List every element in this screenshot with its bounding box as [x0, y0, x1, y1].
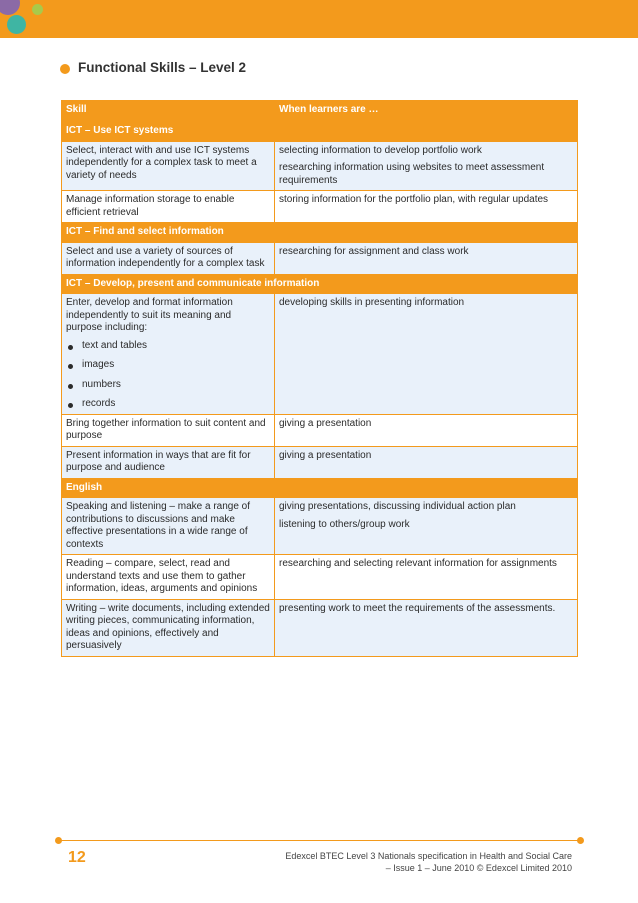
skill-text: Manage information storage to enable efficient retrieval [66, 194, 235, 218]
when-text: giving a presentation [279, 417, 372, 429]
skill-cell [62, 446, 275, 478]
skill-text: Reading – compare, select, read and understand texts and use them to gather information, ideas, arguments and opinions [66, 558, 258, 594]
when-cell [275, 599, 578, 656]
footer-divider [58, 840, 580, 841]
when-cell [275, 191, 578, 223]
when-cell [275, 555, 578, 600]
section-title: English [62, 478, 578, 498]
section-row [62, 478, 578, 498]
list-item [66, 359, 270, 372]
skill-text: Select, interact with and use ICT systems independently for a complex task to meet a variety of needs [66, 144, 257, 181]
list-item-text: numbers [82, 378, 121, 390]
skill-cell [62, 599, 275, 656]
list-item [66, 340, 270, 353]
table-row [62, 446, 578, 478]
when-cell [275, 294, 578, 415]
skill-text: Bring together information to suit content and purpose [66, 417, 266, 441]
skill-cell [62, 191, 275, 223]
functional-skills-table [61, 100, 578, 657]
table-row [62, 555, 578, 600]
green-circle-icon [32, 4, 43, 15]
table-row [62, 414, 578, 446]
when-text: storing information for the portfolio plan, with regular updates [279, 194, 549, 205]
column-header-skill: Skill [62, 101, 275, 122]
when-text: researching information using websites to meet assessment requirements [279, 162, 545, 186]
bullet-icon [68, 345, 73, 350]
teal-circle-icon [7, 15, 26, 34]
table-row [62, 141, 578, 191]
when-text: listening to others/group work [279, 518, 410, 530]
list-item [66, 379, 270, 392]
footer-dot-icon [55, 837, 62, 844]
page-title: Functional Skills – Level 2 [78, 60, 247, 75]
section-row [62, 274, 578, 294]
when-cell [275, 498, 578, 555]
when-text: researching for assignment and class work [279, 245, 469, 257]
bullet-icon [68, 403, 73, 408]
column-header-when: When learners are … [275, 101, 578, 122]
table-row [62, 191, 578, 223]
footer-dot-icon [577, 837, 584, 844]
skill-text: Present information in ways that are fit for purpose and audience [66, 449, 251, 473]
when-text: developing skills in presenting information [279, 297, 465, 308]
section-title: ICT – Develop, present and communicate information [62, 274, 578, 294]
when-cell [275, 141, 578, 191]
when-text: selecting information to develop portfolio work [279, 144, 482, 156]
footer-line-2: – Issue 1 – June 2010 © Edexcel Limited 2010 [385, 863, 572, 873]
list-item-text: records [82, 398, 116, 409]
section-title: ICT – Use ICT systems [62, 122, 578, 142]
when-cell [275, 446, 578, 478]
when-cell [275, 414, 578, 446]
list-item [66, 398, 270, 411]
table-row [62, 242, 578, 274]
orange-bullet-icon [60, 64, 70, 74]
skill-cell [62, 555, 275, 600]
top-banner [0, 0, 638, 38]
skill-cell [62, 141, 275, 191]
when-text: giving presentations, discussing individual action plan [279, 501, 516, 512]
list-item-text: text and tables [82, 339, 148, 351]
bullet-icon [68, 384, 73, 389]
when-text: giving a presentation [279, 449, 372, 461]
skill-cell [62, 414, 275, 446]
when-cell [275, 242, 578, 274]
table-header-row [62, 101, 578, 122]
skill-cell [62, 498, 275, 555]
list-item-text: images [82, 359, 115, 370]
footer-line-1: Edexcel BTEC Level 3 Nationals specification in Health and Social Care [285, 851, 572, 861]
table-row [62, 599, 578, 656]
table-row [62, 498, 578, 555]
section-row [62, 122, 578, 142]
section-row [62, 223, 578, 243]
footer-citation [242, 850, 572, 874]
skill-cell [62, 242, 275, 274]
section-heading [60, 60, 246, 75]
skill-bullet-list [66, 340, 270, 411]
page-number: 12 [68, 849, 86, 866]
skill-text: Enter, develop and format information independently to suit its meaning and purpose including: [66, 297, 233, 333]
when-text: presenting work to meet the requirements of the assessments. [279, 602, 556, 614]
when-text: researching and selecting relevant information for assignments [279, 558, 557, 569]
table-row [62, 294, 578, 415]
bullet-icon [68, 364, 73, 369]
skill-text: Writing – write documents, including extended writing pieces, communicating information, ideas and opinions, effectively and persuasively [66, 602, 270, 651]
skill-text: Select and use a variety of sources of information independently for a complex task [66, 245, 265, 269]
skill-text: Speaking and listening – make a range of contributions to discussions and make effective presentations in a wide range of contexts [66, 501, 251, 550]
section-title: ICT – Find and select information [62, 223, 578, 243]
skill-cell [62, 294, 275, 415]
